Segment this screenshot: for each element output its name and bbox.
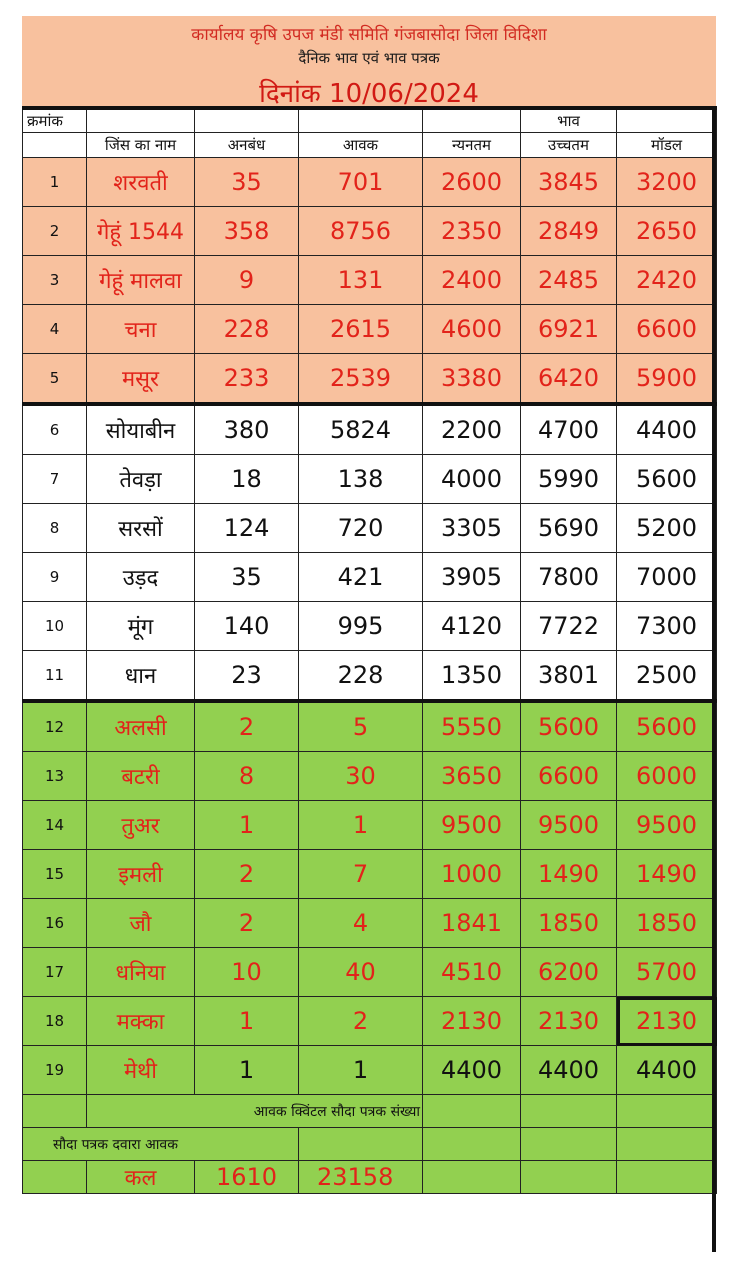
col-price-group-header: भाव	[521, 108, 617, 133]
cell-min: 3905	[423, 553, 521, 602]
cell-model: 5200	[617, 504, 717, 553]
sheet-header	[22, 16, 716, 109]
cell-contract: 35	[195, 553, 299, 602]
cell-model: 7000	[617, 553, 717, 602]
cell-min: 5550	[423, 701, 521, 752]
cell-arrival: 701	[299, 158, 423, 207]
row-serial: 9	[23, 553, 87, 602]
cell-min: 1841	[423, 899, 521, 948]
cell-max: 1850	[521, 899, 617, 948]
cell-min: 2200	[423, 404, 521, 455]
cell-model: 5600	[617, 701, 717, 752]
total-contract: 1610	[195, 1161, 299, 1194]
cell-min: 4120	[423, 602, 521, 651]
cell-max: 2485	[521, 256, 617, 305]
cell-min: 3650	[423, 752, 521, 801]
commodity-name: मूंग	[87, 602, 195, 651]
table-row	[23, 801, 717, 850]
cell-max: 7722	[521, 602, 617, 651]
cell-model: 4400	[617, 404, 717, 455]
cell-model: 2650	[617, 207, 717, 256]
cell-min: 2600	[423, 158, 521, 207]
commodity-name: सोयाबीन	[87, 404, 195, 455]
commodity-name: धान	[87, 651, 195, 702]
table-row	[23, 207, 717, 256]
cell-max: 5990	[521, 455, 617, 504]
cell-arrival: 720	[299, 504, 423, 553]
cell-model: 6000	[617, 752, 717, 801]
row-serial: 11	[23, 651, 87, 702]
cell-min: 2130	[423, 997, 521, 1046]
table-row	[23, 850, 717, 899]
row-serial: 2	[23, 207, 87, 256]
cell-model: 5600	[617, 455, 717, 504]
sheet-date: दिनांक 10/06/2024	[259, 79, 479, 109]
cell-model: 9500	[617, 801, 717, 850]
cell-min: 3380	[423, 354, 521, 405]
row-serial: 10	[23, 602, 87, 651]
commodity-name: उड़द	[87, 553, 195, 602]
cell-arrival: 995	[299, 602, 423, 651]
table-row	[23, 899, 717, 948]
cell-arrival: 7	[299, 850, 423, 899]
cell-arrival: 131	[299, 256, 423, 305]
table-row	[23, 752, 717, 801]
table-row	[23, 948, 717, 997]
cell-contract: 233	[195, 354, 299, 405]
table-row	[23, 997, 717, 1046]
cell-contract: 18	[195, 455, 299, 504]
price-sheet	[22, 16, 716, 1252]
cell-min: 1350	[423, 651, 521, 702]
table-row	[23, 701, 717, 752]
col-serial-header: क्रमांक	[23, 108, 87, 133]
table-row	[23, 404, 717, 455]
cell-model: 5700	[617, 948, 717, 997]
commodity-name: चना	[87, 305, 195, 354]
cell-contract: 2	[195, 899, 299, 948]
commodity-name: जौ	[87, 899, 195, 948]
col-arrival-header: आवक	[299, 133, 423, 158]
cell-min: 3305	[423, 504, 521, 553]
cell-contract: 358	[195, 207, 299, 256]
cell-model: 1490	[617, 850, 717, 899]
cell-contract: 140	[195, 602, 299, 651]
office-title: कार्यालय कृषि उपज मंडी समिति गंजबासोदा जिला विदिशा	[191, 25, 547, 45]
cell-contract: 380	[195, 404, 299, 455]
col-max-header: उच्चतम	[521, 133, 617, 158]
cell-contract: 2	[195, 850, 299, 899]
table-row	[23, 651, 717, 702]
cell-min: 2400	[423, 256, 521, 305]
cell-max: 6200	[521, 948, 617, 997]
commodity-name: तेवड़ा	[87, 455, 195, 504]
table-right-border	[712, 106, 716, 1252]
commodity-name: शरवती	[87, 158, 195, 207]
cell-min: 4510	[423, 948, 521, 997]
cell-contract: 1	[195, 1046, 299, 1095]
cell-contract: 2	[195, 701, 299, 752]
sauda-note: सौदा पत्रक दवारा आवक	[23, 1128, 299, 1161]
cell-arrival: 421	[299, 553, 423, 602]
cell-contract: 35	[195, 158, 299, 207]
cell-max: 6921	[521, 305, 617, 354]
row-serial: 8	[23, 504, 87, 553]
cell-contract: 1	[195, 997, 299, 1046]
row-serial: 13	[23, 752, 87, 801]
row-serial: 19	[23, 1046, 87, 1095]
sheet-subtitle: दैनिक भाव एवं भाव पत्रक	[298, 49, 440, 67]
cell-model: 1850	[617, 899, 717, 948]
row-serial: 16	[23, 899, 87, 948]
cell-max: 2130	[521, 997, 617, 1046]
cell-max: 6420	[521, 354, 617, 405]
cell-arrival: 1	[299, 801, 423, 850]
cell-model: 2130	[617, 997, 717, 1046]
commodity-name: गेहूं मालवा	[87, 256, 195, 305]
price-table	[22, 106, 717, 1194]
commodity-name: इमली	[87, 850, 195, 899]
cell-max: 7800	[521, 553, 617, 602]
cell-contract: 9	[195, 256, 299, 305]
header-row-top	[23, 108, 717, 133]
cell-arrival: 2	[299, 997, 423, 1046]
total-label: कल	[87, 1161, 195, 1194]
footer-row-total	[23, 1161, 717, 1194]
cell-arrival: 138	[299, 455, 423, 504]
cell-arrival: 228	[299, 651, 423, 702]
row-serial: 6	[23, 404, 87, 455]
row-serial: 4	[23, 305, 87, 354]
table-row	[23, 305, 717, 354]
cell-max: 5690	[521, 504, 617, 553]
commodity-name: मेथी	[87, 1046, 195, 1095]
cell-arrival: 2615	[299, 305, 423, 354]
cell-arrival: 40	[299, 948, 423, 997]
cell-max: 3801	[521, 651, 617, 702]
table-row	[23, 1046, 717, 1095]
cell-arrival: 8756	[299, 207, 423, 256]
footer-row-note	[23, 1095, 717, 1128]
cell-max: 3845	[521, 158, 617, 207]
commodity-name: गेहूं 1544	[87, 207, 195, 256]
col-name-header: जिंस का नाम	[87, 133, 195, 158]
cell-model: 5900	[617, 354, 717, 405]
cell-arrival: 2539	[299, 354, 423, 405]
table-row	[23, 256, 717, 305]
row-serial: 1	[23, 158, 87, 207]
col-min-header: न्यनतम	[423, 133, 521, 158]
cell-contract: 23	[195, 651, 299, 702]
cell-min: 4000	[423, 455, 521, 504]
commodity-name: धनिया	[87, 948, 195, 997]
commodity-name: सरसों	[87, 504, 195, 553]
table-row	[23, 158, 717, 207]
cell-arrival: 5	[299, 701, 423, 752]
cell-arrival: 30	[299, 752, 423, 801]
cell-arrival: 1	[299, 1046, 423, 1095]
cell-min: 2350	[423, 207, 521, 256]
row-serial: 7	[23, 455, 87, 504]
table-row	[23, 504, 717, 553]
commodity-name: मसूर	[87, 354, 195, 405]
commodity-name: तुअर	[87, 801, 195, 850]
cell-contract: 10	[195, 948, 299, 997]
table-row	[23, 455, 717, 504]
cell-arrival: 4	[299, 899, 423, 948]
cell-min: 1000	[423, 850, 521, 899]
col-model-header: मॉडल	[617, 133, 717, 158]
cell-contract: 228	[195, 305, 299, 354]
row-serial: 5	[23, 354, 87, 405]
cell-contract: 8	[195, 752, 299, 801]
row-serial: 12	[23, 701, 87, 752]
row-serial: 3	[23, 256, 87, 305]
cell-min: 9500	[423, 801, 521, 850]
cell-model: 2420	[617, 256, 717, 305]
cell-model: 7300	[617, 602, 717, 651]
table-row	[23, 553, 717, 602]
footer-row-sauda	[23, 1128, 717, 1161]
total-arrival: 23158	[299, 1161, 423, 1194]
cell-max: 6600	[521, 752, 617, 801]
header-row-bottom	[23, 133, 717, 158]
cell-contract: 1	[195, 801, 299, 850]
commodity-name: अलसी	[87, 701, 195, 752]
row-serial: 17	[23, 948, 87, 997]
row-serial: 15	[23, 850, 87, 899]
cell-model: 2500	[617, 651, 717, 702]
row-serial: 18	[23, 997, 87, 1046]
row-serial: 14	[23, 801, 87, 850]
table-row	[23, 602, 717, 651]
cell-min: 4600	[423, 305, 521, 354]
cell-min: 4400	[423, 1046, 521, 1095]
cell-max: 4700	[521, 404, 617, 455]
arrival-note: आवक क्विंटल सौदा पत्रक संख्या	[87, 1095, 423, 1128]
cell-max: 2849	[521, 207, 617, 256]
cell-arrival: 5824	[299, 404, 423, 455]
table-row	[23, 354, 717, 405]
cell-model: 3200	[617, 158, 717, 207]
cell-model: 6600	[617, 305, 717, 354]
cell-max: 1490	[521, 850, 617, 899]
commodity-name: बटरी	[87, 752, 195, 801]
cell-contract: 124	[195, 504, 299, 553]
col-contract-header: अनबंध	[195, 133, 299, 158]
cell-max: 9500	[521, 801, 617, 850]
commodity-name: मक्का	[87, 997, 195, 1046]
cell-max: 4400	[521, 1046, 617, 1095]
cell-model: 4400	[617, 1046, 717, 1095]
cell-max: 5600	[521, 701, 617, 752]
